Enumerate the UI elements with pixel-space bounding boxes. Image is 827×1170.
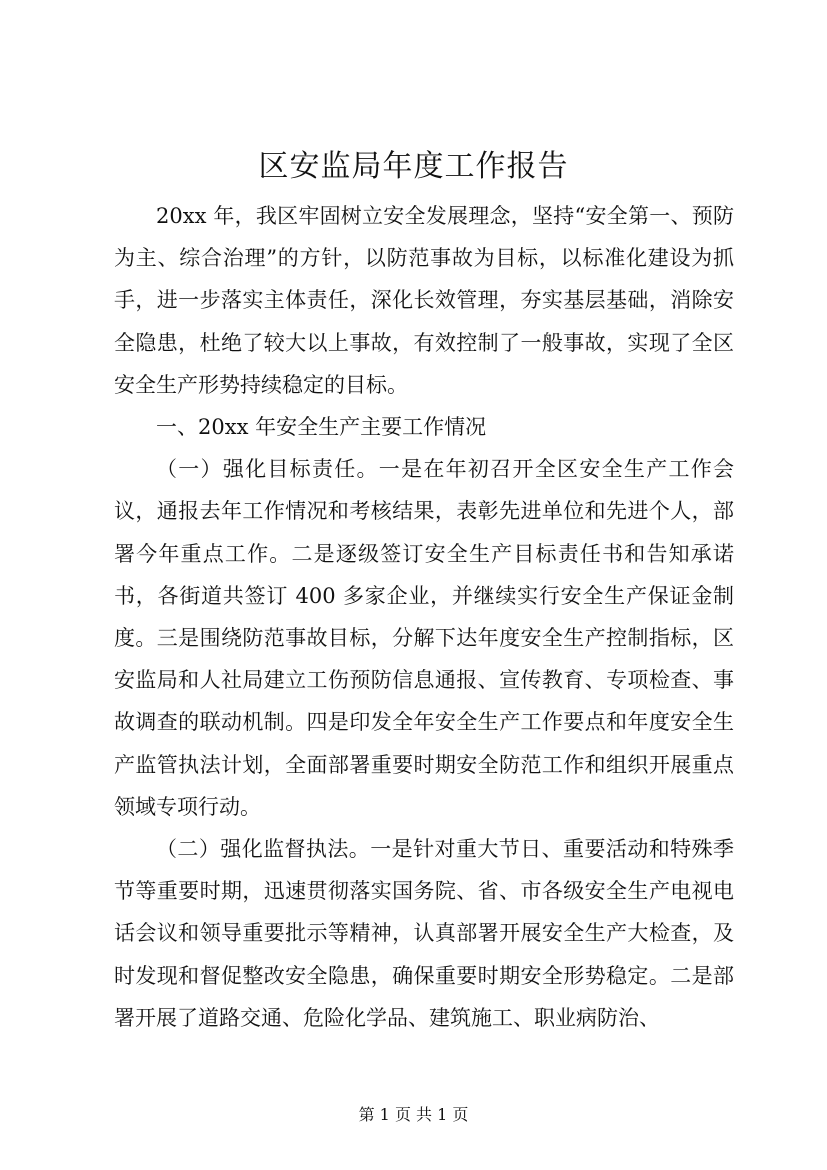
document-body — [114, 195, 734, 1039]
section-heading: 一、20xx 年安全生产主要工作情况 — [156, 415, 487, 440]
document-title: 区安监局年度工作报告 — [258, 149, 569, 184]
paragraph-intro: 20xx 年，我区牢固树立安全发展理念，坚持“安全第一、预防为主、综合治理”的方针，以防范事故为目标，以标准化建设为抓手，进一步落实主体责任，深化长效管理，夯实基层基础，消除安全隐患，杜绝了较大以上事故，有效控制了一般事故，实现了全区安全生产形势持续稳定的目标。 — [114, 204, 734, 397]
paragraph-target-responsibility: （一）强化目标责任。一是在年初召开全区安全生产工作会议，通报去年工作情况和考核结果，表彰先进单位和先进个人，部署今年重点工作。二是逐级签订安全生产目标责任书和告知承诺书，各街道共签订 400 多家企业，并继续实行安全生产保证金制度。三是围绕防范事故目标，分解下达年度安全生产控制指标，区安监局和人社局建立工伤预防信息通报、宣传教育、专项检查、事故调查的联动机制。四是印发全年安全生产工作要点和年度安全生产监管执法计划，全面部署重要时期安全防范工作和组织开展重点领域专项行动。 — [114, 457, 734, 819]
paragraph-supervision-enforcement: （二）强化监督执法。一是针对重大节日、重要活动和特殊季节等重要时期，迅速贯彻落实国务院、省、市各级安全生产电视电话会议和领导重要批示等精神，认真部署开展安全生产大检查，及时发现和督促整改安全隐患，确保重要时期安全形势稳定。二是部署开展了道路交通、危险化学品、建筑施工、职业病防治、 — [114, 837, 734, 1030]
page-number-footer: 第 1 页 共 1 页 — [358, 1105, 469, 1124]
